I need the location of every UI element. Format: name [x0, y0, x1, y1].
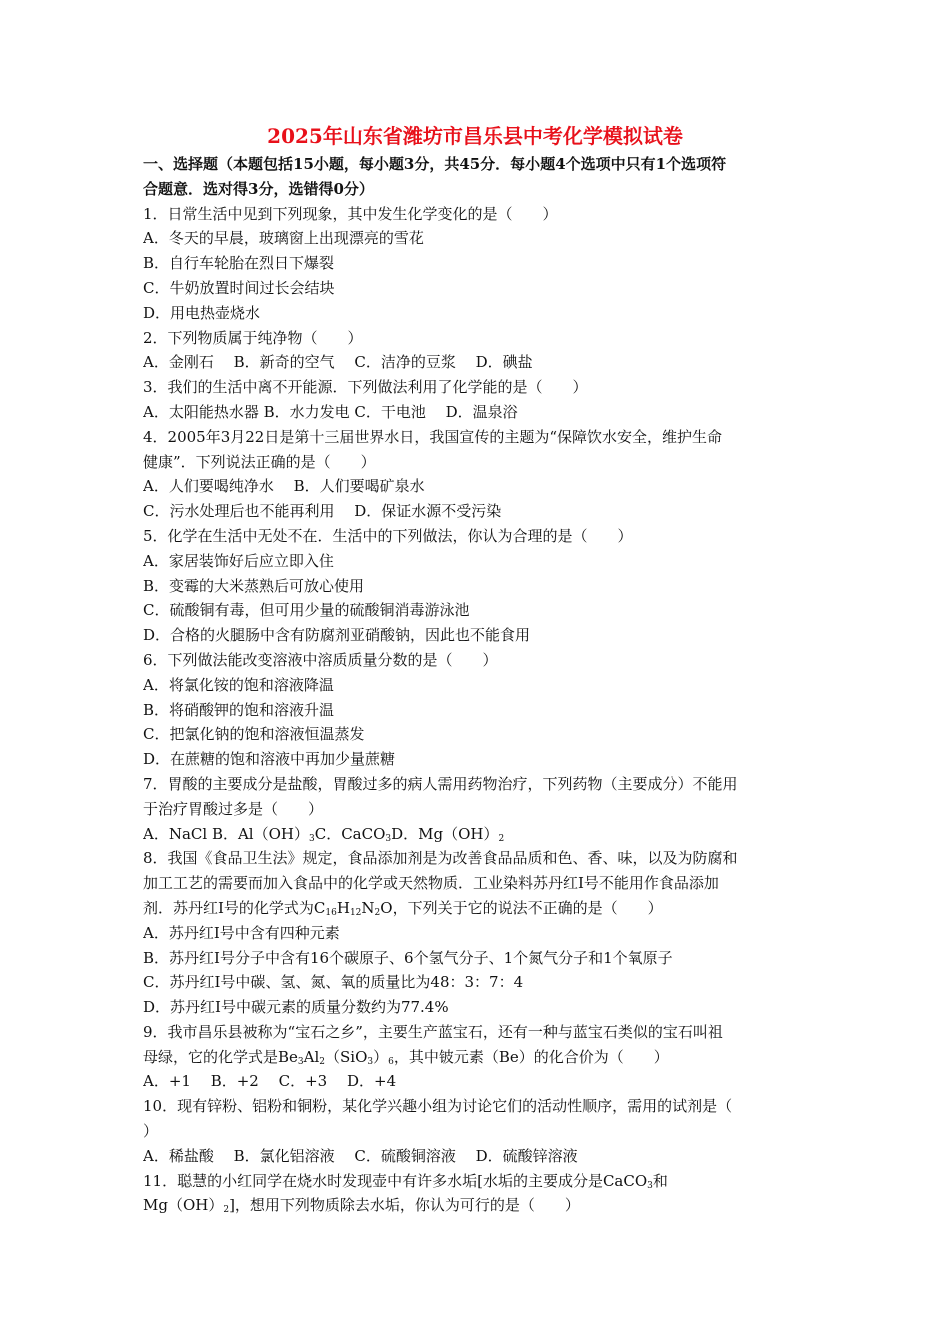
text-line: 10．现有锌粉、铝粉和铜粉，某化学兴趣小组为讨论它们的活动性顺序，需用的试剂是（ [143, 1097, 733, 1116]
text-line: C．牛奶放置时间过长会结块 [143, 278, 335, 297]
subscript: 3 [367, 1056, 374, 1067]
text-line: 3．我们的生活中离不开能源．下列做法利用了化学能的是（ ） [143, 378, 588, 397]
text-line: 7．胃酸的主要成分是盐酸，胃酸过多的病人需用药物治疗，下列药物（主要成分）不能用 [143, 774, 738, 793]
text-line: A．将氯化铵的饱和溶液降温 [143, 675, 334, 694]
text-line: A．+1 B．+2 C．+3 D．+4 [143, 1072, 397, 1091]
text-line: 一、选择题（本题包括15小题，每小题3分，共45分．每小题4个选项中只有1个选项符 [143, 155, 727, 173]
text-line: C．把氯化钠的饱和溶液恒温蒸发 [143, 725, 365, 744]
text-segment: 剂．苏丹红Ⅰ号的化学式为C [143, 898, 326, 917]
text-line: A．金刚石 B．新奇的空气 C．洁净的豆浆 D．碘盐 [143, 353, 533, 372]
text-line: C．污水处理后也不能再利用 D．保证水源不受污染 [143, 502, 502, 521]
text-line: C．苏丹红Ⅰ号中碳、氢、氮、氧的质量比为48：3：7：4 [143, 973, 524, 992]
text-segment: C．CaCO [314, 824, 386, 843]
text-line: 6．下列做法能改变溶液中溶质质量分数的是（ ） [143, 650, 498, 669]
subscript: 12 [349, 907, 362, 918]
exam-content [143, 152, 813, 1218]
text-segment: D．Mg（OH） [391, 824, 499, 843]
text-line: 5．化学在生活中无处不在．生活中的下列做法，你认为合理的是（ ） [143, 526, 633, 545]
text-line: A．人们要喝纯净水 B．人们要喝矿泉水 [143, 477, 425, 496]
text-line: D．用电热壶烧水 [143, 303, 261, 322]
text-segment: H [336, 898, 350, 917]
text-line: B．将硝酸钾的饱和溶液升温 [143, 700, 335, 719]
text-line [143, 1193, 813, 1218]
text-line [143, 1169, 813, 1194]
text-segment: ，其中铍元素（Be）的化合价为（ ） [393, 1047, 669, 1066]
text-segment: 11．聪慧的小红同学在烧水时发现壶中有许多水垢[水垢的主要成分是CaCO [143, 1171, 648, 1190]
text-line: A．家居装饰好后应立即入住 [143, 551, 334, 570]
subscript: 3 [385, 833, 392, 844]
text-line: 于治疗胃酸过多是（ ） [143, 799, 324, 818]
text-line [143, 822, 813, 847]
text-line: D．合格的火腿肠中含有防腐剂亚硝酸钠，因此也不能食用 [143, 626, 531, 645]
text-line: ） [143, 1122, 159, 1141]
subscript: 3 [647, 1180, 653, 1191]
text-line: 2．下列物质属于纯净物（ ） [143, 328, 363, 347]
text-segment: 和 [652, 1171, 668, 1190]
subscript: 16 [325, 907, 337, 918]
text-line: 1．日常生活中见到下列现象，其中发生化学变化的是（ ） [143, 204, 558, 223]
text-segment: ]，想用下列物质除去水垢，你认为可行的是（ ） [229, 1196, 580, 1215]
text-line: D．苏丹红Ⅰ号中碳元素的质量分数约为77.4% [143, 998, 449, 1017]
subscript: 2 [319, 1056, 326, 1067]
subscript: 2 [374, 907, 381, 918]
text-segment: （SiO [325, 1047, 368, 1066]
subscript: 2 [498, 833, 505, 844]
text-line: 8．我国《食品卫生法》规定，食品添加剂是为改善食品品质和色、香、味，以及为防腐和 [143, 849, 738, 868]
subscript: 6 [388, 1056, 394, 1067]
text-line [143, 896, 813, 921]
text-line: 合题意．选对得3分，选错得0分） [143, 179, 374, 198]
text-segment: O，下列关于它的说法不正确的是（ ） [380, 898, 663, 917]
page-title: 2025年山东省潍坊市昌乐县中考化学模拟试卷 [267, 124, 683, 148]
text-segment: Mg（OH） [143, 1196, 224, 1215]
text-line: A．稀盐酸 B．氯化铝溶液 C．硫酸铜溶液 D．硫酸锌溶液 [143, 1146, 578, 1165]
text-line: D．在蔗糖的饱和溶液中再加少量蔗糖 [143, 750, 396, 769]
text-line: C．硫酸铜有毒，但可用少量的硫酸铜消毒游泳池 [143, 601, 470, 620]
subscript: 2 [223, 1205, 230, 1216]
text-segment: ） [373, 1047, 389, 1066]
text-line: B．苏丹红Ⅰ号分子中含有16个碳原子、6个氢气分子、1个氮气分子和1个氧原子 [143, 948, 673, 967]
text-segment: 母绿，它的化学式是Be [143, 1047, 298, 1066]
text-line: 4．2005年3月22日是第十三届世界水日，我国宣传的主题为“保障饮水安全，维护生命 [143, 427, 723, 446]
text-line: B．自行车轮胎在烈日下爆裂 [143, 254, 335, 273]
text-line: A．冬天的早晨，玻璃窗上出现漂亮的雪花 [143, 229, 424, 248]
text-line: A．太阳能热水器 B．水力发电 C．干电池 D．温泉浴 [143, 402, 518, 421]
text-line [143, 1045, 813, 1070]
subscript: 3 [297, 1056, 304, 1067]
text-line: A．苏丹红Ⅰ号中含有四种元素 [143, 923, 340, 942]
subscript: 3 [308, 833, 315, 844]
text-line: 加工工艺的需要而加入食品中的化学或天然物质．工业染料苏丹红Ⅰ号不能用作食品添加 [143, 874, 719, 893]
text-line: 9．我市昌乐县被称为“宝石之乡”，主要生产蓝宝石，还有一种与蓝宝石类似的宝石叫祖 [143, 1022, 723, 1041]
text-line: 健康”．下列说法正确的是（ ） [143, 452, 376, 471]
text-line: B．变霉的大米蒸熟后可放心使用 [143, 576, 365, 595]
text-segment: A．NaCl B．Al（OH） [143, 824, 309, 843]
text-segment: N [361, 898, 375, 917]
text-segment: Al [303, 1047, 320, 1066]
